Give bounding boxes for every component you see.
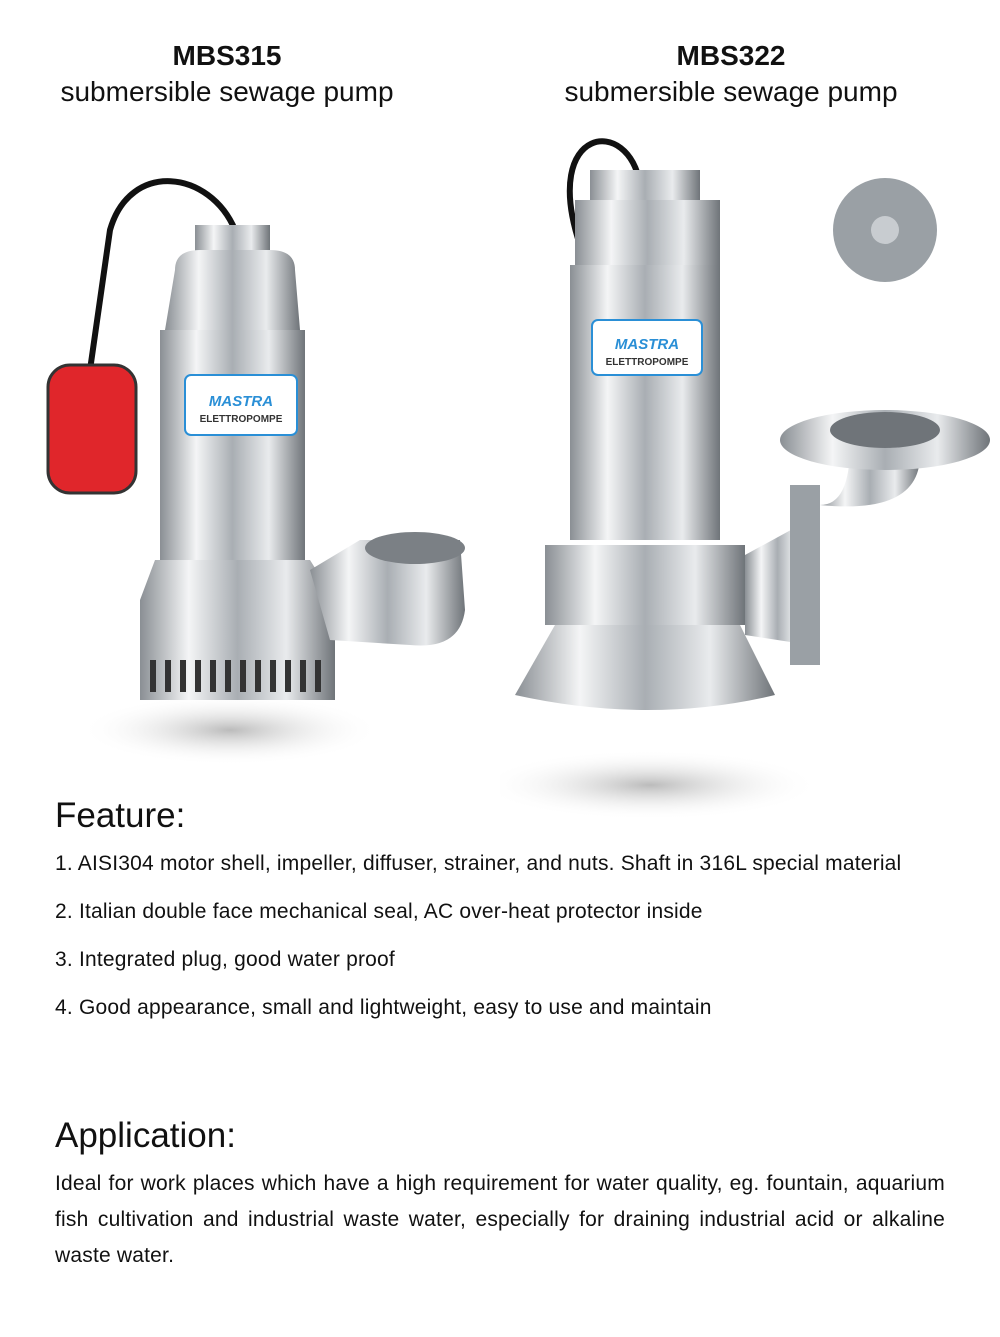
mbs315-pump-image: [40, 170, 480, 770]
feature-list: [55, 846, 945, 1026]
feature-heading: Feature:: [55, 796, 186, 835]
svg-text:ELETTROPOMPE: ELETTROPOMPE: [605, 357, 689, 368]
impeller-icon: [833, 178, 937, 282]
application-text: Ideal for work places which have a high requirement for water quality, eg. fountain, aquarium fish cultivation and industrial waste water, especially for draining industrial acid or alkaline waste water.: [55, 1172, 945, 1267]
svg-text:MASTRA: MASTRA: [614, 336, 680, 353]
product-title-mbs315: [0, 38, 457, 110]
product-title-mbs322: [501, 38, 961, 110]
mbs322-pump-image: [500, 125, 990, 825]
svg-text:ELETTROPOMPE: ELETTROPOMPE: [199, 414, 283, 425]
feature-section: [55, 796, 945, 1038]
float-switch-icon: [48, 365, 136, 493]
model-subtitle: submersible sewage pump: [564, 76, 898, 107]
application-heading: Application:: [55, 1116, 236, 1155]
feature-item: 1. AISI304 motor shell, impeller, diffuser, strainer, and nuts. Shaft in 316L special material: [55, 852, 902, 875]
model-subtitle: submersible sewage pump: [60, 76, 394, 107]
model-name: MBS315: [172, 40, 282, 71]
svg-text:MASTRA: MASTRA: [208, 393, 274, 410]
model-name: MBS322: [676, 40, 786, 71]
feature-item: 4. Good appearance, small and lightweight, easy to use and maintain: [55, 996, 712, 1019]
feature-item: 3. Integrated plug, good water proof: [55, 948, 395, 971]
feature-item: 2. Italian double face mechanical seal, AC over-heat protector inside: [55, 900, 703, 923]
application-section: [55, 1116, 945, 1274]
